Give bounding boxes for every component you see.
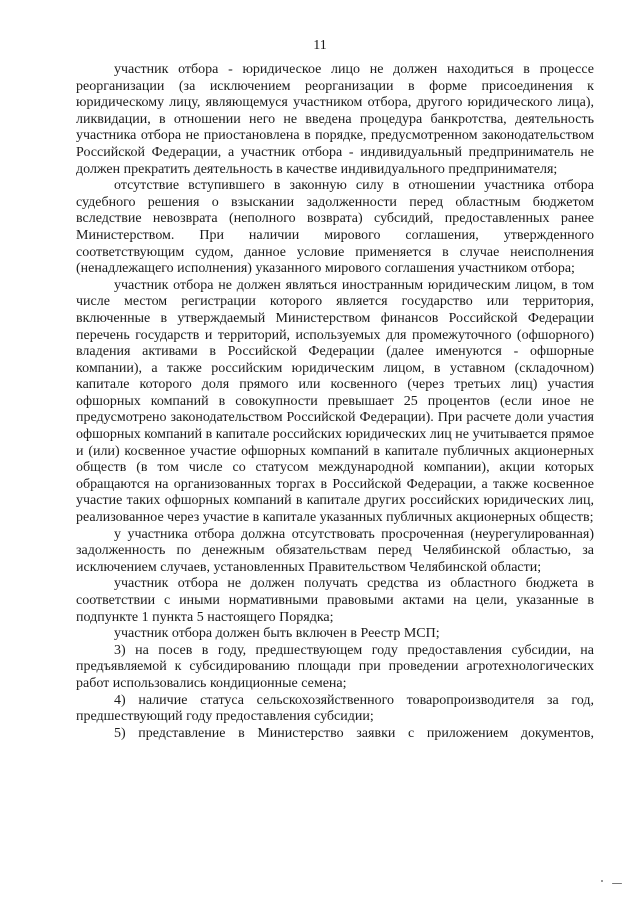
paragraph-debt: у участника отбора должна отсутствовать просроченная (неурегулированная) задолженность по денежным обязательствам перед Челябинской областью, за исключением случаев, установленных Правительством Челябинской области; — [76, 526, 594, 575]
paragraph-item-3-seeds: 3) на посев в году, предшествующем году предоставления субсидии, на предъявляемой к субсидированию площади при проведении агротехнологических работ использовались кондиционные семена; — [76, 642, 594, 691]
paragraph-regional-budget: участник отбора не должен получать средства из областного бюджета в соответствии с иными нормативными правовыми актами на цели, указанные в подпункте 1 пункта 5 настоящего Порядка; — [76, 576, 594, 625]
page-number: 11 — [313, 38, 327, 53]
paragraph-court-decision: отсутствие вступившего в законную силу в отношении участника отбора судебного решения о взыскании задолженности перед областным бюджетом вследствие невозврата (неполного возврата) субсидий, предоставленных ранее Министерством. При наличии мирового соглашения, утвержденного соответствующим судом, данное условие применяется в случае неисполнения (ненадлежащего исполнения) указанного мирового соглашения участником отбора; — [76, 178, 594, 277]
paragraph-item-4-status: 4) наличие статуса сельскохозяйственного товаропроизводителя за год, предшествующий году предоставления субсидии; — [76, 692, 594, 725]
paragraph-reorganization: участник отбора - юридическое лицо не должен находиться в процессе реорганизации (за исключением реорганизации в форме присоединения к юридическому лицу, являющемуся участником отбора, другого юридического лица), ликвидации, в отношении него не введена процедура банкротства, деятельность участника отбора не приостановлена в порядке, предусмотренном законодательством Российской Федерации, а участник отбора - индивидуальный предприниматель не должен прекратить деятельность в качестве индивидуального предпринимателя; — [76, 62, 594, 177]
paragraph-offshore: участник отбора не должен являться иностранным юридическим лицом, в том числе местом регистрации которого является государство или территория, включенные в утверждаемый Министерством финансов Российской Федерации перечень государств и территорий, используемых для промежуточного (офшорного) владения активами в Российской Федерации (далее именуются - офшорные компании), а также российским юридическим лицом, в уставном (складочном) капитале которого доля прямого или косвенного (через третьих лиц) участия офшорных компаний в совокупности превышает 25 процентов (если иное не предусмотрено законодательством Российской Федерации). При расчете доли участия офшорных компаний в капитале российских юридических лиц не учитывается прямое и (или) косвенное участие офшорных компаний в капитале публичных акционерных обществ (в том числе со статусом международной компании), акции которых обращаются на организованных торгах в Российской Федерации, а также косвенное участие таких офшорных компаний в капитале других российских юридических лиц, реализованное через участие в капитале указанных публичных акционерных обществ; — [76, 277, 594, 526]
paragraph-item-5-application: 5) представление в Министерство заявки с приложением документов, — [114, 725, 594, 741]
paragraph-sme-registry: участник отбора должен быть включен в Реестр МСП; — [114, 626, 440, 642]
scan-speck — [612, 883, 622, 884]
document-body — [76, 62, 594, 742]
scan-speck — [601, 880, 603, 882]
